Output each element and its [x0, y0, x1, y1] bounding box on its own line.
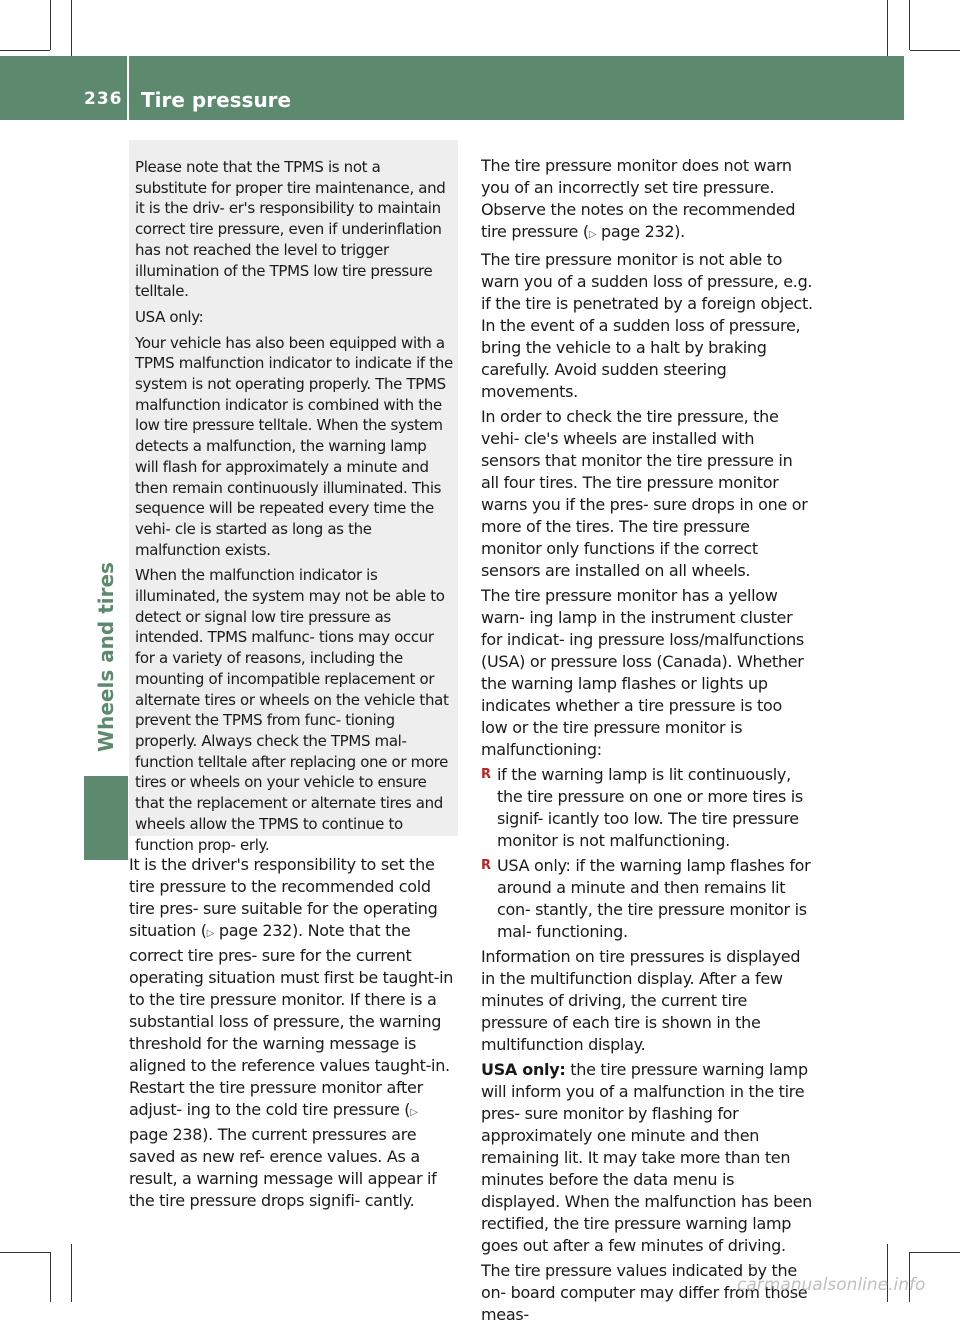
crop-mark [910, 50, 960, 51]
crop-mark [50, 1252, 51, 1302]
arrow-icon: ▷ [206, 928, 215, 939]
crop-mark [0, 50, 50, 51]
crop-mark [50, 0, 51, 50]
body-paragraph: The tire pressure monitor has a yellow warn- ing lamp in the instrument cluster for indicat- ing pressure loss/malfunctions (USA) or pressure loss (Canada). Whether the warning lamp flashes or lights up indicates whether a tire pressure is too low or the tire pressure monitor is malfunctioning: [481, 586, 804, 759]
body-paragraph: It is the driver's responsibility to set the tire pressure to the recommended cold tire pres- sure suitable for the operating situation (▷ page 232). Note that the correct tire pres- sure for the current operating situation must first be taught-in to the tire pressure monitor. If there is a substantial loss of pressure, the warning threshold for the warning message is aligned to the reference values taught-in. Restart the tire pressure monitor after adjust- ing to the cold tire pressure (▷ page 238). The current pressures are saved as new ref- erence values. As a result, a warning message will appear if the tire pressure drops signifi- cantly. [129, 855, 454, 1210]
page-title: Tire pressure [141, 88, 292, 112]
body-paragraph: The tire pressure values indicated by the on- board computer may differ from those meas- [481, 1261, 808, 1324]
note-paragraph: When the malfunction indicator is illuminated, the system may not be able to detect or signal low tire pressure as intended. TPMS malfunc- tions may occur for a variety of reasons, including the mounting of incompatible replacement or alternate tires or wheels on the vehicle that prevent the TPMS from func- tioning properly. Always check the TPMS mal- function telltale after replacing one or more tires or wheels on your vehicle to ensure that the replacement or alternate tires and wheels allow the TPMS to continue to function prop- erly. [135, 566, 449, 854]
watermark: carmanualsonline.info [737, 1275, 926, 1295]
bullet-icon: R [481, 858, 491, 873]
crop-mark [0, 1252, 50, 1253]
usa-only-label: USA only: [481, 1060, 566, 1079]
body-paragraph: The tire pressure monitor is not able to warn you of a sudden loss of pressure, e.g. if the tire is penetrated by a foreign object. In the event of a sudden loss of pressure, bring the vehicle to a halt by braking carefully. Avoid sudden steering movements. [481, 250, 813, 401]
arrow-icon: ▷ [588, 229, 597, 240]
left-column [129, 854, 461, 1215]
side-tab-label: Wheels and tires [94, 562, 118, 752]
side-tab [84, 776, 128, 860]
body-paragraph: USA only: the tire pressure warning lamp will inform you of a malfunction in the tire pres- sure monitor by flashing for approximately one minute and then remaining lit. It may take more than ten minutes before the data menu is displayed. When the malfunction has been rectified, the tire pressure warning lamp goes out after a few minutes of driving. [481, 1060, 812, 1255]
page-number: 236 [84, 89, 123, 109]
page-reference[interactable]: page 232 [601, 222, 675, 241]
note-paragraph: Your vehicle has also been equipped with a TPMS malfunction indicator to indicate if the system is not operating properly. The TPMS malfunction indicator is combined with the low tire pressure telltale. When the system detects a malfunction, the warning lamp will flash for approximately a minute and then remain continuously illuminated. This sequence will be repeated every time the vehi- cle is started as long as the malfunction exists. [135, 333, 453, 559]
crop-mark [71, 1244, 72, 1302]
crop-mark [71, 0, 72, 58]
crop-mark [887, 0, 888, 58]
body-paragraph: In order to check the tire pressure, the vehi- cle's wheels are installed with sensors that monitor the tire pressure in all four tires. The tire pressure monitor warns you if the pres- sure drops in one or more of the tires. The tire pressure monitor only functions if the correct sensors are installed on all wheels. [481, 407, 808, 580]
list-item: R USA only: if the warning lamp flashes for around a minute and then remains lit con- stantly, the tire pressure monitor is mal- functioning. [481, 856, 811, 941]
crop-mark [910, 1252, 960, 1253]
right-column [481, 155, 813, 1329]
header-divider [127, 56, 129, 120]
page-reference[interactable]: page 232 [218, 921, 293, 940]
list-item: R if the warning lamp is lit continuously, the tire pressure on one or more tires is signif- icantly too low. The tire pressure monitor is not malfunctioning. [481, 765, 803, 850]
body-paragraph: Information on tire pressures is displayed in the multifunction display. After a few minutes of driving, the current tire pressure of each tire is shown in the multifunction display. [481, 947, 801, 1054]
bullet-icon: R [481, 767, 491, 782]
header-bar [0, 56, 904, 120]
note-paragraph: USA only: [135, 307, 204, 326]
body-paragraph: The tire pressure monitor does not warn you of an incorrectly set tire pressure. Observe the notes on the recommended tire pressure (▷ page 232). [481, 156, 796, 241]
arrow-icon: ▷ [410, 1107, 418, 1118]
crop-mark [909, 0, 910, 50]
page-reference[interactable]: page 238 [129, 1125, 203, 1144]
note-text [135, 157, 453, 860]
note-paragraph: Please note that the TPMS is not a substitute for proper tire maintenance, and it is the driv- er's responsibility to maintain correct tire pressure, even if underinflation has not reached the level to trigger illumination of the TPMS low tire pressure telltale. [135, 158, 446, 301]
